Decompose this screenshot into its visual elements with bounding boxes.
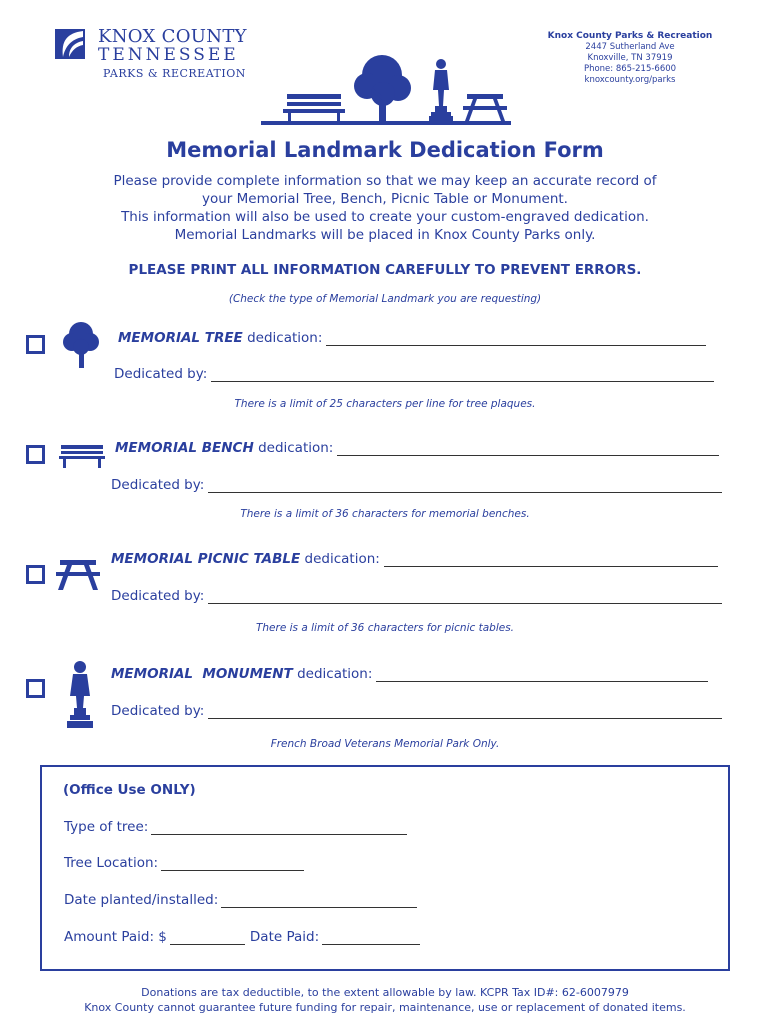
tree-location-line[interactable]: [161, 856, 304, 871]
picnic-table-icon: [463, 94, 507, 121]
monument-checkbox[interactable]: [26, 679, 45, 698]
tree-location-field[interactable]: [64, 855, 304, 871]
intro-line-3: This information will also be used to create your custom-engraved dedication.: [121, 209, 649, 225]
park-illustration: [255, 50, 515, 130]
picnic-table-icon: [56, 558, 100, 590]
knox-logo-icon: [53, 27, 87, 61]
monument-dedication-field[interactable]: [111, 666, 708, 682]
bench-dedication-line[interactable]: [337, 441, 719, 456]
picnic-dedication-line[interactable]: [384, 552, 718, 567]
intro-text: [60, 172, 710, 244]
tree-dedication-label: dedication:: [247, 330, 323, 346]
picnic-type-label: MEMORIAL PICNIC TABLE: [111, 551, 301, 567]
monument-dedicated-by-field[interactable]: [111, 703, 722, 719]
picnic-dedicated-by-label: Dedicated by:: [111, 588, 205, 604]
amount-paid-label: Amount Paid: $: [64, 929, 167, 945]
date-planted-line[interactable]: [221, 893, 417, 908]
type-of-tree-label: Type of tree:: [64, 819, 149, 835]
tree-icon: [62, 320, 100, 368]
tree-dedication-field[interactable]: [118, 330, 706, 346]
footer-disclaimer: Knox County cannot guarantee future funding for repair, maintenance, use or replacement of donated items.: [84, 1001, 686, 1014]
tree-dedication-line[interactable]: [326, 331, 706, 346]
date-paid-label: Date Paid:: [249, 929, 320, 945]
tree-type-label: MEMORIAL TREE: [118, 330, 243, 346]
monument-type-label: MEMORIAL MONUMENT: [111, 666, 293, 682]
check-instructions: (Check the type of Memorial Landmark you are requesting): [228, 293, 542, 305]
picnic-dedicated-by-field[interactable]: [111, 588, 722, 604]
bench-limit-note: There is a limit of 36 characters for memorial benches.: [240, 508, 530, 520]
picnic-dedicated-by-line[interactable]: [208, 589, 722, 604]
logo-text-county: KNOX COUNTY: [98, 26, 247, 47]
intro-line-4: Memorial Landmarks will be placed in Knox County Parks only.: [174, 227, 596, 243]
monument-dedicated-by-line[interactable]: [208, 704, 722, 719]
bench-dedicated-by-label: Dedicated by:: [111, 477, 205, 493]
city: Knoxville, TN 37919: [587, 53, 673, 63]
form-title: Memorial Landmark Dedication Form: [166, 138, 604, 162]
monument-icon: [64, 660, 96, 728]
monument-icon: [429, 59, 453, 121]
amount-paid-line[interactable]: [170, 930, 245, 945]
monument-dedication-line[interactable]: [376, 667, 708, 682]
print-warning: PLEASE PRINT ALL INFORMATION CAREFULLY TO PREVENT ERRORS.: [128, 262, 642, 278]
date-planted-field[interactable]: [64, 892, 417, 908]
phone: Phone: 865-215-6600: [583, 64, 677, 74]
org-name: Knox County Parks & Recreation: [547, 31, 713, 41]
bench-dedicated-by-field[interactable]: [111, 477, 722, 493]
tree-icon: [354, 55, 411, 121]
picnic-limit-note: There is a limit of 36 characters for picnic tables.: [255, 622, 515, 634]
type-of-tree-line[interactable]: [151, 820, 407, 835]
bench-icon: [59, 444, 105, 468]
picnic-table-checkbox[interactable]: [26, 565, 45, 584]
monument-location-note: French Broad Veterans Memorial Park Only.: [270, 738, 500, 750]
address: 2447 Sutherland Ave: [585, 42, 675, 52]
bench-dedication-label: dedication:: [258, 440, 334, 456]
tree-checkbox[interactable]: [26, 335, 45, 354]
bench-icon: [283, 94, 345, 121]
footer: [0, 985, 770, 1015]
logo-text-dept: PARKS & RECREATION: [103, 67, 246, 80]
tree-dedicated-by-field[interactable]: [114, 366, 714, 382]
website: knoxcounty.org/parks: [584, 75, 676, 85]
picnic-dedication-label: dedication:: [304, 551, 380, 567]
tree-dedicated-by-label: Dedicated by:: [114, 366, 208, 382]
date-paid-line[interactable]: [322, 930, 420, 945]
bench-checkbox[interactable]: [26, 445, 45, 464]
footer-tax-note: Donations are tax deductible, to the extent allowable by law. KCPR Tax ID#: 62-6007979: [141, 986, 629, 999]
bench-type-label: MEMORIAL BENCH: [115, 440, 254, 456]
amount-paid-field[interactable]: [64, 929, 420, 945]
intro-line-1: Please provide complete information so that we may keep an accurate record of: [113, 173, 657, 189]
picnic-dedication-field[interactable]: [111, 551, 718, 567]
tree-dedicated-by-line[interactable]: [211, 367, 714, 382]
contact-block: [520, 31, 740, 86]
bench-dedicated-by-line[interactable]: [208, 478, 722, 493]
bench-dedication-field[interactable]: [115, 440, 719, 456]
tree-location-label: Tree Location:: [64, 855, 159, 871]
monument-dedication-label: dedication:: [297, 666, 373, 682]
office-use-title: (Office Use ONLY): [63, 782, 196, 798]
type-of-tree-field[interactable]: [64, 819, 407, 835]
monument-dedicated-by-label: Dedicated by:: [111, 703, 205, 719]
intro-line-2: your Memorial Tree, Bench, Picnic Table or Monument.: [202, 191, 568, 207]
date-planted-label: Date planted/installed:: [64, 892, 219, 908]
logo-text-state: TENNESSEE: [98, 45, 239, 65]
tree-limit-note: There is a limit of 25 characters per line for tree plaques.: [234, 398, 536, 410]
